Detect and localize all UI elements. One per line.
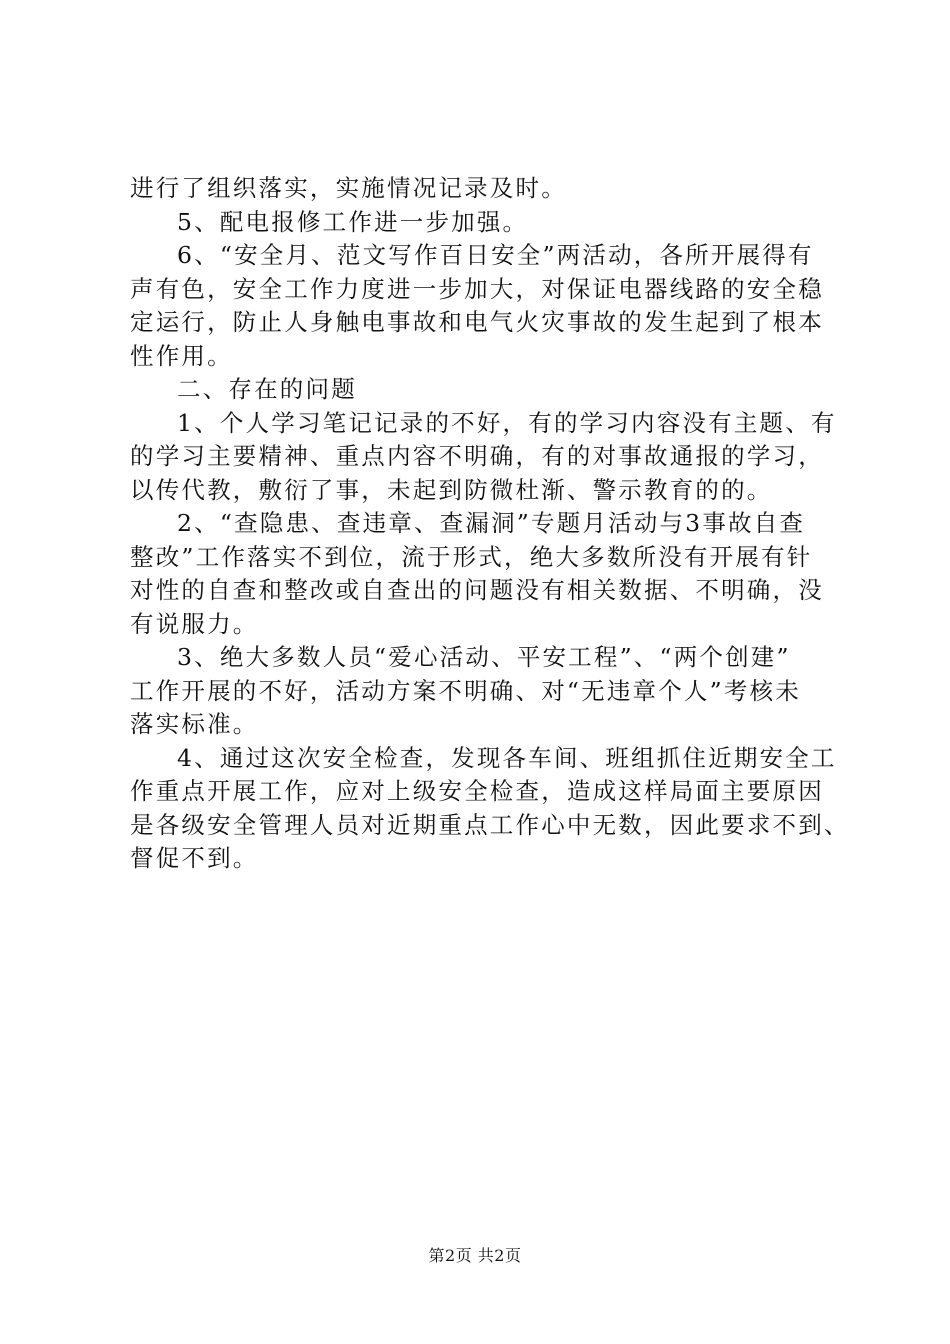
text-line: 5、配电报修工作进一步加强。 <box>177 207 529 236</box>
text-line: 进行了组织落实，实施情况记录及时。 <box>130 174 567 202</box>
text-line: 3、绝大多数人员“爱心活动、平安工程”、“两个创建” <box>177 643 791 671</box>
document-body <box>130 172 852 876</box>
text-line: 6、“安全月、范文写作百日安全”两活动，各所开展得有 <box>177 241 814 269</box>
text-line: 对性的自查和整改或自查出的问题没有相关数据、不明确，没 <box>130 576 824 604</box>
page-footer: 第2页 共2页 <box>428 1246 522 1265</box>
text-line: 有说服力。 <box>130 609 259 638</box>
text-line: 工作开展的不好，活动方案不明确、对“无违章个人”考核未 <box>130 676 801 705</box>
text-line: 整改”工作落实不到位，流于形式，绝大多数所没有开展有针 <box>130 542 813 571</box>
text-line: 1、个人学习笔记记录的不好，有的学习内容没有主题、有 <box>177 408 837 437</box>
text-line: 督促不到。 <box>130 844 259 872</box>
text-line: 定运行，防止人身触电事故和电气火灾事故的发生起到了根本 <box>130 308 824 336</box>
text-line: 以传代教，敷衍了事，未起到防微杜渐、警示教育的的。 <box>130 475 773 504</box>
text-line: 性作用。 <box>130 341 233 370</box>
text-line: 作重点开展工作，应对上级安全检查，造成这样局面主要原因 <box>130 777 824 805</box>
section-heading: 二、存在的问题 <box>177 375 357 403</box>
text-line: 落实标准。 <box>130 710 259 738</box>
text-line: 的学习主要精神、重点内容不明确，有的对事故通报的学习， <box>130 442 824 470</box>
text-line: 是各级安全管理人员对近期重点工作心中无数，因此要求不到、 <box>130 810 850 839</box>
text-line: 2、“查隐患、查违章、查漏洞”专题月活动与3事故自查 <box>177 509 806 537</box>
text-line: 声有色，安全工作力度进一步加大，对保证电器线路的安全稳 <box>130 274 824 303</box>
text-line: 4、通过这次安全检查，发现各车间、班组抓住近期安全工 <box>177 743 837 772</box>
